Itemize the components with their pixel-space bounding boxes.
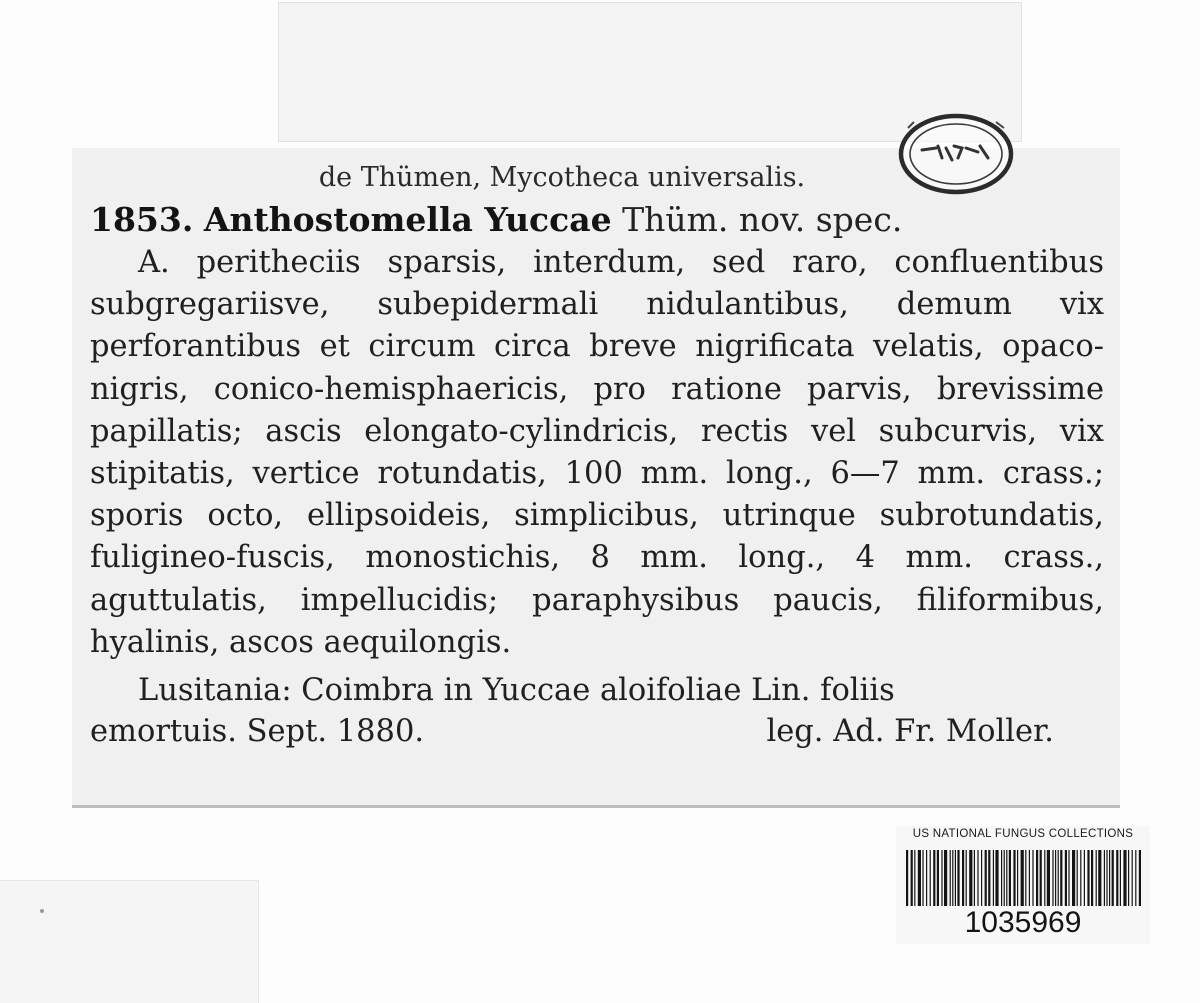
barcode-bar xyxy=(1065,850,1067,906)
barcode-bar xyxy=(955,850,956,906)
barcode-bar xyxy=(1060,850,1062,906)
barcode-bar xyxy=(1004,850,1005,906)
barcode-bar xyxy=(1116,850,1118,906)
collection-details xyxy=(90,712,1104,752)
barcode-bar xyxy=(1068,850,1069,906)
barcode-bar xyxy=(1120,850,1121,906)
barcode-bar xyxy=(941,850,942,906)
barcode-bar xyxy=(1112,850,1114,906)
barcode-bar xyxy=(1080,850,1081,906)
barcode-bar xyxy=(1013,850,1015,906)
barcode-bar xyxy=(1025,850,1026,906)
barcode-bar xyxy=(1052,850,1053,906)
barcode-bar xyxy=(926,850,927,906)
barcode-bar xyxy=(957,850,959,906)
species-name: Anthostomella Yuccae xyxy=(203,200,612,239)
exsiccata-number: 1853. xyxy=(90,200,194,239)
barcode-bar xyxy=(922,850,923,906)
barcode-bar xyxy=(993,850,994,906)
collection-locality: Lusitania: Coimbra in Yuccae aloifoliae Lin. foliis xyxy=(138,673,895,709)
barcode-bar xyxy=(981,850,982,906)
barcode-bar xyxy=(962,850,964,906)
barcode-bar xyxy=(914,850,915,906)
barcode-bar xyxy=(1096,850,1097,906)
barcode-bar xyxy=(1029,850,1030,906)
barcode-bar xyxy=(1040,850,1042,906)
barcode-bar xyxy=(1087,850,1089,906)
barcode-bar xyxy=(974,850,975,906)
barcode-bar xyxy=(1128,850,1129,906)
barcode-bar xyxy=(930,850,931,906)
barcode-bar xyxy=(1055,850,1056,906)
specimen-label xyxy=(72,148,1120,808)
barcode-icon xyxy=(906,850,1142,906)
barcode-number: 1035969 xyxy=(964,906,1082,939)
barcode-bar xyxy=(1109,850,1110,906)
barcode-bar xyxy=(952,850,953,906)
oval-ink-stamp xyxy=(892,108,1020,198)
barcode-bar xyxy=(977,850,978,906)
barcode-bar xyxy=(1036,850,1038,906)
barcode-bar xyxy=(995,850,998,906)
collection-date: emortuis. Sept. 1880. xyxy=(90,714,425,750)
paper-speck xyxy=(40,909,44,913)
barcode-bar xyxy=(1032,850,1033,906)
label-header: de Thümen, Mycotheca universalis. xyxy=(318,162,806,193)
barcode-bar xyxy=(1139,850,1141,906)
barcode-bar xyxy=(1091,850,1093,906)
corner-paper-fragment xyxy=(0,880,259,1003)
barcode-bar xyxy=(1006,850,1007,906)
barcode-bar xyxy=(1047,850,1050,906)
barcode-bar xyxy=(988,850,990,906)
barcode-bar xyxy=(937,850,939,906)
barcode-bar xyxy=(1104,850,1105,906)
barcode-bar xyxy=(1058,850,1059,906)
barcode-bar xyxy=(1009,850,1011,906)
barcode-bar xyxy=(1084,850,1085,906)
barcode-bar xyxy=(911,850,913,906)
barcode-bar xyxy=(1021,850,1024,906)
species-author: Thüm. nov. spec. xyxy=(622,200,903,239)
barcode-bar xyxy=(985,850,987,906)
barcode-bar xyxy=(966,850,967,906)
barcode-bar xyxy=(1123,850,1126,906)
barcode-bar xyxy=(944,850,947,906)
species-description: A. peritheciis sparsis, interdum, sed raro, confluentibus subgregariisve, subepidermali nidulantibus, demum vix perforantibus et circum circa breve nigrificata velatis, opaco-nigris, conico-hemisphaericis, pro ratione parvis, brevissime papillatis; ascis elongato-cylindricis, rectis vel subcurvis, vix stipitatis, vertice rotundatis, 100 mm. long., 6—7 mm. crass.; sporis octo, ellipsoideis, simplicibus, utrinque subrotundatis, fuligineo-fuscis, monostichis, 8 mm. long., 4 mm. crass., aguttulatis, impellucidis; paraphysibus paucis, filiformibus, hyalinis, ascos aequilongis. xyxy=(90,245,1104,660)
barcode-bar xyxy=(1135,850,1136,906)
barcode-bar xyxy=(1017,850,1018,906)
barcode-bar xyxy=(933,850,935,906)
barcode-label xyxy=(896,826,1150,944)
barcode-caption: US NATIONAL FUNGUS COLLECTIONS xyxy=(912,828,1134,840)
label-text-block xyxy=(90,158,1104,752)
barcode-bar xyxy=(1132,850,1133,906)
barcode-bar xyxy=(950,850,951,906)
barcode-bar xyxy=(906,850,908,906)
barcode-bar xyxy=(1001,850,1002,906)
barcode-bar xyxy=(1077,850,1078,906)
barcode-bar xyxy=(969,850,972,906)
barcode-bar xyxy=(1098,850,1101,906)
collector-name: leg. Ad. Fr. Moller. xyxy=(766,714,1054,750)
barcode-bar xyxy=(918,850,921,906)
barcode-bar xyxy=(1072,850,1075,906)
label-title xyxy=(90,198,1104,242)
barcode-bar xyxy=(1044,850,1045,906)
barcode-bar xyxy=(1106,850,1107,906)
